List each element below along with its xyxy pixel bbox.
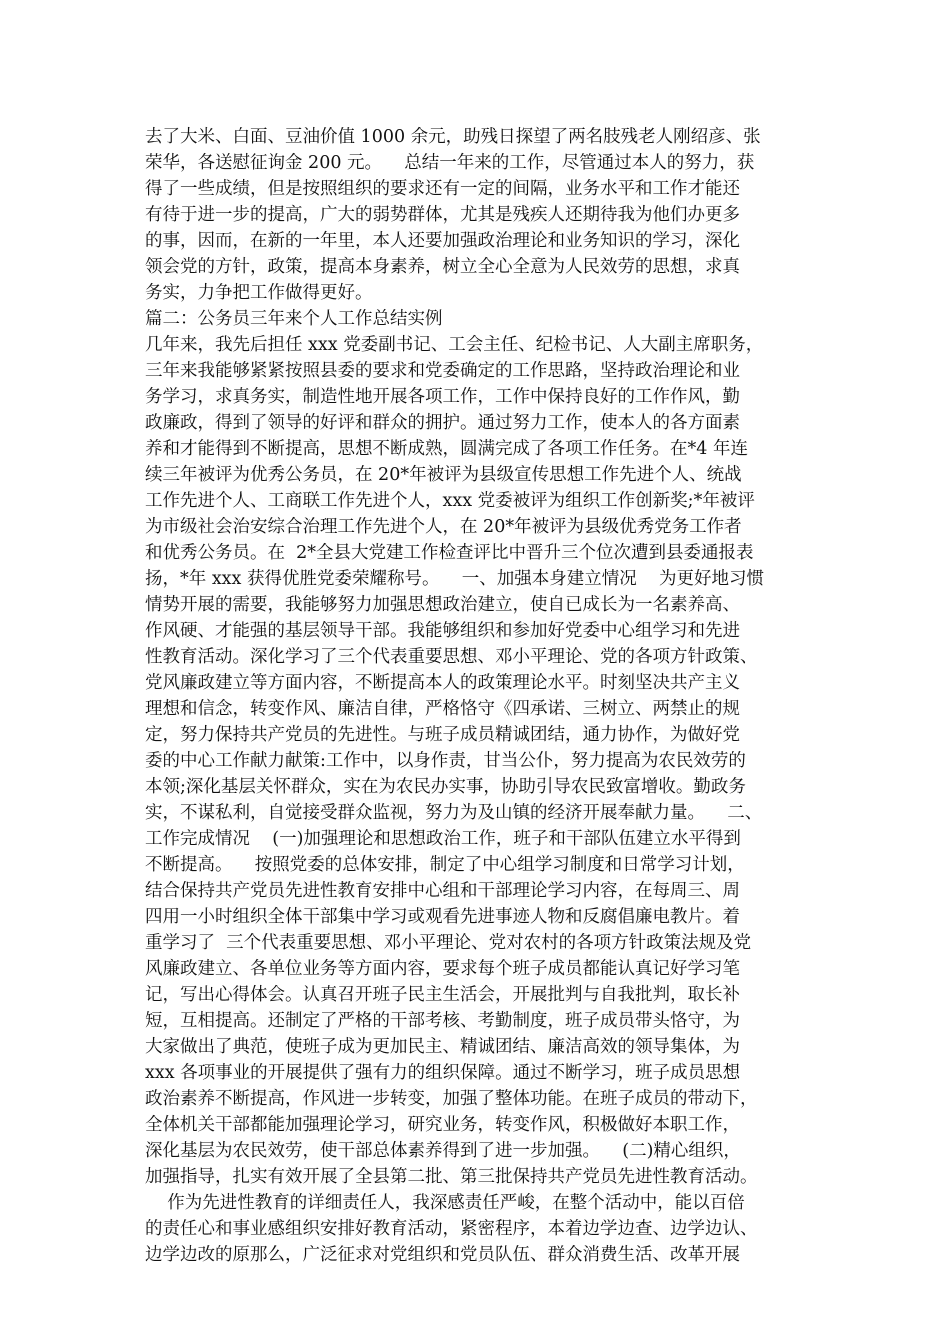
text-line: 几年来，我先后担任 xxx 党委副书记、工会主任、纪检书记、人大副主席职务， bbox=[145, 335, 764, 355]
text-line: 全体机关干部都能加强理论学习，研究业务，转变作风，积极做好本职工作， bbox=[145, 1115, 740, 1135]
text-line: 务实，力争把工作做得更好。 bbox=[145, 283, 373, 303]
text-line: 四用一小时组织全体干部集中学习或观看先进事迹人物和反腐倡廉电教片。着 bbox=[145, 907, 740, 927]
text-line: xxx 各项事业的开展提供了强有力的组织保障。通过不断学习，班子成员思想 bbox=[145, 1063, 741, 1083]
text-line: 作为先进性教育的详细责任人，我深感责任严峻，在整个活动中，能以百倍 bbox=[145, 1193, 745, 1213]
text-line: 本领;深化基层关怀群众，实在为农民办实事，协助引导农民致富增收。勤政务 bbox=[145, 777, 746, 797]
text-line: 荣华，各送慰征询金 200 元。 总结一年来的工作，尽管通过本人的努力，获 bbox=[145, 153, 755, 173]
text-line: 党风廉政建立等方面内容，不断提高本人的政策理论水平。时刻坚决共产主义 bbox=[145, 673, 740, 693]
text-line: 务学习，求真务实，制造性地开展各项工作，工作中保持良好的工作作风，勤 bbox=[145, 387, 740, 407]
text-line: 定，努力保持共产党员的先进性。与班子成员精诚团结，通力协作，为做好党 bbox=[145, 725, 740, 745]
document-body-text bbox=[145, 124, 809, 1268]
text-line: 和优秀公务员。在 2*全县大党建工作检查评比中晋升三个位次遭到县委通报表 bbox=[145, 543, 754, 563]
text-line: 理想和信念，转变作风、廉洁自律，严格恪守《四承诺、三树立、两禁止的规 bbox=[145, 699, 740, 719]
text-line: 政廉政，得到了领导的好评和群众的拥护。通过努力工作，使本人的各方面素 bbox=[145, 413, 740, 433]
text-line: 工作完成情况 (一)加强理论和思想政治工作，班子和干部队伍建立水平得到 bbox=[145, 829, 741, 849]
text-line: 政治素养不断提高，作风进一步转变，加强了整体功能。在班子成员的带动下， bbox=[145, 1089, 758, 1109]
text-line: 结合保持共产党员先进性教育安排中心组和干部理论学习内容，在每周三、周 bbox=[145, 881, 740, 901]
text-line: 不断提高。 按照党委的总体安排，制定了中心组学习制度和日常学习计划， bbox=[145, 855, 745, 875]
text-line: 有待于进一步的提高，广大的弱势群体，尤其是残疾人还期待我为他们办更多 bbox=[145, 205, 740, 225]
text-line: 加强指导，扎实有效开展了全县第二批、第三批保持共产党员先进性教育活动。 bbox=[145, 1167, 758, 1187]
text-line: 短，互相提高。还制定了严格的干部考核、考勤制度，班子成员带头恪守，为 bbox=[145, 1011, 740, 1031]
text-line: 边学边改的原那么，广泛征求对党组织和党员队伍、群众消费生活、改革开展 bbox=[145, 1245, 740, 1265]
text-line: 风廉政建立、各单位业务等方面内容，要求每个班子成员都能认真记好学习笔 bbox=[145, 959, 740, 979]
text-line: 作风硬、才能强的基层领导干部。我能够组织和参加好党委中心组学习和先进 bbox=[145, 621, 740, 641]
text-line: 的责任心和事业感组织安排好教育活动，紧密程序，本着边学边查、边学边认、 bbox=[145, 1219, 758, 1239]
text-line: 工作先进个人、工商联工作先进个人，xxx 党委被评为组织工作创新奖;*年被评 bbox=[145, 491, 755, 511]
text-line: 篇二：公务员三年来个人工作总结实例 bbox=[145, 309, 443, 329]
text-line: 深化基层为农民效劳，使干部总体素养得到了进一步加强。 (二)精心组织， bbox=[145, 1141, 741, 1161]
text-line: 重学习了 三个代表重要思想、邓小平理论、党对农村的各项方针政策法规及党 bbox=[145, 933, 752, 953]
text-line: 续三年被评为优秀公务员，在 20*年被评为县级宣传思想工作先进个人、统战 bbox=[145, 465, 742, 485]
text-line: 的事，因而，在新的一年里，本人还要加强政治理论和业务知识的学习，深化 bbox=[145, 231, 740, 251]
text-line: 去了大米、白面、豆油价值 1000 余元，助残日探望了两名肢残老人刚绍彦、张 bbox=[145, 127, 761, 147]
text-line: 委的中心工作献力献策:工作中，以身作责，甘当公仆，努力提高为农民效劳的 bbox=[145, 751, 746, 771]
text-line: 三年来我能够紧紧按照县委的要求和党委确定的工作思路，坚持政治理论和业 bbox=[145, 361, 740, 381]
text-line: 情势开展的需要，我能够努力加强思想政治建立，使自已成长为一名素养高、 bbox=[145, 595, 740, 615]
text-line: 得了一些成绩，但是按照组织的要求还有一定的间隔，业务水平和工作才能还 bbox=[145, 179, 740, 199]
text-line: 领会党的方针，政策，提高本身素养，树立全心全意为人民效劳的思想，求真 bbox=[145, 257, 740, 277]
text-line: 记，写出心得体会。认真召开班子民主生活会，开展批判与自我批判，取长补 bbox=[145, 985, 740, 1005]
text-line: 扬，*年 xxx 获得优胜党委荣耀称号。 一、加强本身建立情况 为更好地习惯 bbox=[145, 569, 764, 589]
text-line: 性教育活动。深化学习了三个代表重要思想、邓小平理论、党的各项方针政策、 bbox=[145, 647, 758, 667]
text-line: 大家做出了典范，使班子成为更加民主、精诚团结、廉洁高效的领导集体，为 bbox=[145, 1037, 740, 1057]
text-line: 养和才能得到不断提高，思想不断成熟，圆满完成了各项工作任务。在*4 年连 bbox=[145, 439, 748, 459]
text-line: 实，不谋私利，自觉接受群众监视，努力为及山镇的经济开展奉献力量。 二、 bbox=[145, 803, 763, 823]
text-line: 为市级社会治安综合治理工作先进个人，在 20*年被评为县级优秀党务工作者 bbox=[145, 517, 742, 537]
